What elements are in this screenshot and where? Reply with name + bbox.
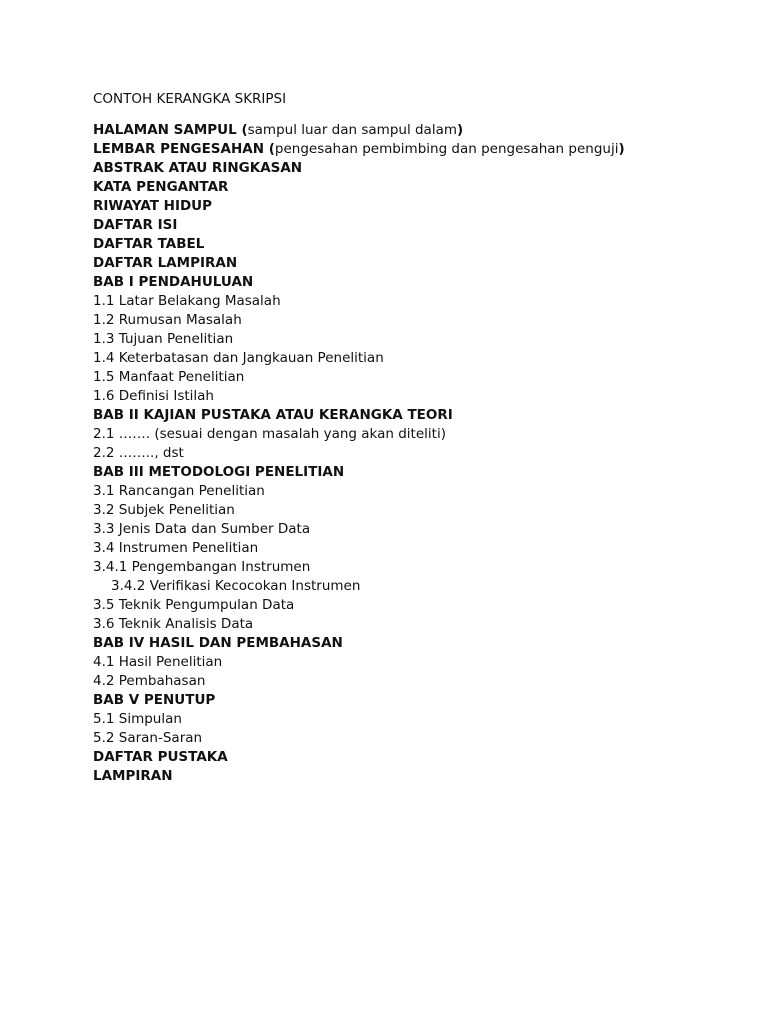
item-tail: ) xyxy=(618,141,625,157)
outline-item: DAFTAR LAMPIRAN xyxy=(93,255,238,271)
outline-item: DAFTAR PUSTAKA xyxy=(93,749,228,765)
outline-item: KATA PENGANTAR xyxy=(93,179,229,195)
outline-item: ABSTRAK ATAU RINGKASAN xyxy=(93,160,303,176)
outline-item: DAFTAR ISI xyxy=(93,217,178,233)
item-head: HALAMAN SAMPUL ( xyxy=(93,122,248,138)
outline-subitem: 3.1 Rancangan Penelitian xyxy=(93,483,265,499)
document-title: CONTOH KERANGKA SKRIPSI xyxy=(93,91,287,107)
outline-subitem: 1.6 Definisi Istilah xyxy=(93,388,214,404)
outline-subitem: 4.1 Hasil Penelitian xyxy=(93,654,223,670)
outline-subitem: 5.2 Saran-Saran xyxy=(93,730,203,746)
chapter-heading: BAB I PENDAHULUAN xyxy=(93,274,254,290)
outline-subitem: 3.5 Teknik Pengumpulan Data xyxy=(93,597,295,613)
chapter-heading: BAB IV HASIL DAN PEMBAHASAN xyxy=(93,635,343,651)
outline-subsubitem: 3.4.2 Verifikasi Kecocokan Instrumen xyxy=(111,578,361,594)
document-page xyxy=(93,90,728,786)
outline-subitem: 2.2 …….., dst xyxy=(93,445,184,461)
outline-subitem: 1.2 Rumusan Masalah xyxy=(93,312,242,328)
outline-subitem: 3.6 Teknik Analisis Data xyxy=(93,616,254,632)
outline-subitem: 4.2 Pembahasan xyxy=(93,673,206,689)
item-note: sampul luar dan sampul dalam xyxy=(247,122,458,138)
item-head: LEMBAR PENGESAHAN ( xyxy=(93,141,275,157)
outline-item: DAFTAR TABEL xyxy=(93,236,205,252)
outline-subitem: 2.1 ……. (sesuai dengan masalah yang akan diteliti) xyxy=(93,426,446,442)
outline-item-lembar-pengesahan xyxy=(93,140,728,159)
outline-subitem: 3.3 Jenis Data dan Sumber Data xyxy=(93,521,311,537)
outline-item: LAMPIRAN xyxy=(93,768,173,784)
outline-subitem: 1.1 Latar Belakang Masalah xyxy=(93,293,281,309)
outline-subitem: 3.2 Subjek Penelitian xyxy=(93,502,235,518)
outline-subitem: 3.4.1 Pengembangan Instrumen xyxy=(93,559,311,575)
outline-subitem: 1.5 Manfaat Penelitian xyxy=(93,369,245,385)
outline-subitem: 5.1 Simpulan xyxy=(93,711,182,727)
item-note: pengesahan pembimbing dan pengesahan penguji xyxy=(274,141,619,157)
outline-subitem: 1.3 Tujuan Penelitian xyxy=(93,331,234,347)
outline-subitem: 3.4 Instrumen Penelitian xyxy=(93,540,259,556)
outline-item: RIWAYAT HIDUP xyxy=(93,198,213,214)
chapter-heading: BAB II KAJIAN PUSTAKA ATAU KERANGKA TEORI xyxy=(93,407,453,423)
outline-item-halaman-sampul xyxy=(93,121,728,140)
chapter-heading: BAB III METODOLOGI PENELITIAN xyxy=(93,464,345,480)
outline-subitem: 1.4 Keterbatasan dan Jangkauan Penelitian xyxy=(93,350,384,366)
item-tail: ) xyxy=(457,122,464,138)
chapter-heading: BAB V PENUTUP xyxy=(93,692,216,708)
